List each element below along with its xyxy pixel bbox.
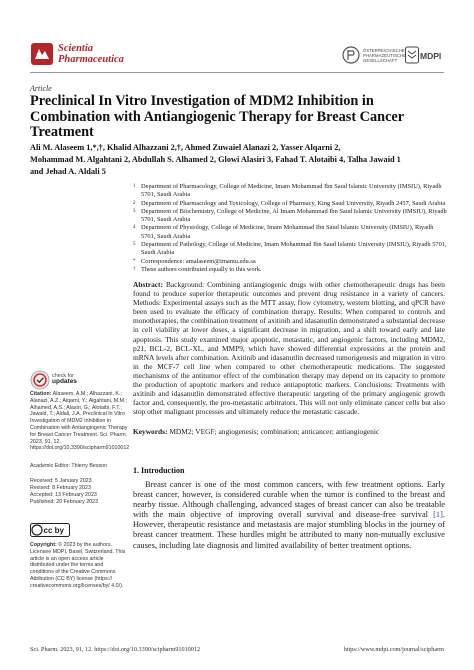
check-updates-icon [30,370,50,390]
affiliation-text: Department of Pharmacology and Toxicology, College of Pharmacy, King Saud University, Riyadh 2457, Saudi Arabia [141,199,446,207]
affiliation-mark: 2 [133,200,136,206]
check-for-updates-badge[interactable] [30,370,90,390]
copyright-label: Copyright: [30,542,57,548]
affiliation-mark: * [133,258,136,264]
author-line-3: and Jehad A. Aldali 5 [30,167,106,176]
cc-by-license-icon[interactable] [30,523,70,537]
affiliation-item [133,183,449,200]
academic-editor: Academic Editor: Thierry Besson [30,463,108,469]
abstract-label: Abstract: [133,280,163,289]
affiliation-mark: 4 [133,225,136,231]
journal-logo-icon [30,42,54,66]
section-heading-introduction: 1. Introduction [133,466,185,475]
society-logo-icon [342,45,360,65]
cc-label: cc by [43,526,64,535]
keywords [133,427,445,436]
mdpi-logo-icon [405,45,445,65]
header-divider [30,72,444,73]
affiliation-text: Department of Physiology, College of Medicine, Imam Mohammad Ibn Saud Islamic University (IMSIU), Riyadh 5701, Saudi Arabia [141,224,434,240]
copyright-block [30,542,128,590]
citation-text: Alaseem, A.M.; Alhazzani, K.; Alanazi, A.Z.; Alqarni, Y.; Algahtani, M.M.; Alhamed, A.S.; Alasiri, G.; Alotaibi, F.T.; Jawaid, T.; Aldali, J.A. Preclinical In Vitro Investigation of MDM2 Inhibition in Combination with Antiangiogenic Therapy for Breast Cancer Treatment. Sci. Pharm. 2023, 91, 12. https://doi.org/10.3390/scipharm91010012 [30,391,130,452]
affiliation-text: Department of Biochemistry, College of Medicine, Al Imam Mohammad Ibn Saud Islamic University (IMSIU), Riyadh 5701, Saudi Arabia [141,207,447,224]
copyright-text: © 2023 by the authors. Licensee MDPI, Basel, Switzerland. This article is an open access article distributed under the terms and conditions of the Creative Commons Attribution (CC BY) license (https:// creativecommons.org/licenses/by/ 4.0/). [30,542,126,589]
equal-contribution-text: These authors contributed equally to this work. [141,265,262,273]
check-updates-text [52,373,77,385]
footer-citation[interactable]: Sci. Pharm. 2023, 91, 12. https://doi.org/10.3390/scipharm91010012 [30,646,201,653]
affiliation-mark: † [133,266,136,272]
publisher-name: MDPI [420,51,442,61]
author-line-1: Ali M. Alaseem 1,*,†, Khalid Alhazzani 2,†, Ahmed Zuwaiel Alanazi 2, Yasser Alqarni 2, [30,143,341,152]
society-name-line1: ÖSTERREICHISCHE [363,48,405,53]
journal-name-line2: Pharmaceutica [58,54,124,65]
citation-block [30,391,128,452]
keywords-label: Keywords: [133,427,168,436]
introduction-text [133,480,445,551]
affiliation-item [133,241,449,258]
affiliation-mark: 5 [133,242,136,248]
page-footer [30,646,444,653]
correspondence-text[interactable]: Correspondence: amalaseem@imamu.edu.sa [141,257,256,265]
journal-name [58,43,178,65]
date-revised: Revised: 8 February 2023 [30,484,91,491]
article-type: Article [30,84,52,93]
journal-name-line1: Scientia [58,43,94,54]
abstract-text: Background: Combining antiangiogenic drugs with other chemotherapeutic drugs has been found to produce superior therapeutic outcomes and prevent drug resistance in a variety of cancers. Methods: Experimental assays such as the MTT assay, flow cytometry, western blotting, and qPCR have been used to evaluate the efficacy of combination therapy. Results: When compared to controls and monotherapies, the combination treatment of axitinib and idasanutlin demonstrated a substantial decrease in cell viability at lower doses, a significant decrease in migration, and a shift toward early and late apoptosis. This study examined major apoptotic, metastatic, and angiogenic factors, including MDM2, p21, BCL-2, BCL-XL, and MMP9, which have showed differential expressions at the protein and mRNA levels after combination. Axitinib and idasanutlin decreased tumorigenesis and migration in vitro in the MCF-7 cell line when compared to other chemotherapeutic medications. The suggested mechanisms of the antitumor effect of the combination therapy may depend on its capacity to promote the production of apoptotic markers and reduce antiapoptotic markers. Conclusions: Treatments with axitinib and idasanutlin demonstrated effective therapeutic targeting of the primary angiogenic growth factor and, consequently, the pro-metastatic arbitrators. This will not only eliminate cancer cells but also stop other malignant processes and ultimately reduce the metastatic cascade. [133,280,445,417]
introduction-paragraph-end: . However, therapeutic resistance and metastasis are major stumbling blocks in the journey of breast cancer treatment. These hurdles might be attributed to many non-mutually exclusive causes, including late diagnosis and limited availability of better treatment options. [133,510,445,550]
affiliation-text: Department of Pathology, College of Medicine, Imam Mohammad Ibn Saud Islamic University (IMSIU), Riyadh 5701, Saudi Arabia [141,241,447,257]
abstract [133,280,445,416]
affiliation-item [133,224,449,241]
author-list [30,142,450,178]
author-line-2: Mohammad M. Algahtani 2, Abdullah S. Alhamed 2, Glowi Alasiri 3, Fahad T. Alotaibi 4, Talha Jawaid 1 [30,155,401,164]
citation-link[interactable]: [1] [433,510,443,520]
article-title: Preclinical In Vitro Investigation of MDM2 Inhibition in Combination with Antiangiogenic Therapy for Breast Cancer Treatment [30,93,404,141]
footer-journal-url[interactable]: https://www.mdpi.com/journal/scipharm [343,646,444,653]
equal-contribution-note [133,266,449,274]
citation-label: Citation: [30,391,52,397]
correspondence [133,258,449,266]
date-accepted: Accepted: 13 February 2023 [30,491,97,498]
affiliation-mark: 1 [133,184,136,189]
keywords-text: MDM2; VEGF; angiogenesis; combination; anticancer; antiangiogenic [169,427,380,436]
date-received: Received: 5 January 2023 [30,478,92,484]
check-updates-line1: check for [52,373,74,379]
affiliation-item [133,200,449,208]
affiliation-text: Department of Pharmacology, College of Medicine, Imam Mohammad Ibn Saud Islamic University (IMSIU), Riyadh 5701, Saudi Arabia [141,183,442,199]
society-name-line3: GESELLSCHAFT [363,58,398,64]
check-updates-line2: updates [52,378,77,385]
affiliations [133,183,449,274]
society-name-line2: PHARMAZEUTISCHE [363,53,407,59]
page-header [0,0,474,80]
date-published: Published: 20 February 2023 [30,498,99,505]
affiliation-mark: 3 [133,208,136,214]
affiliation-item [133,208,449,225]
introduction-paragraph: Breast cancer is one of the most common cancers, with few treatment options. Early breast cancer, however, is considered curable when the tumor is confined to the breast and nearby tissue. Although challenging, advanced stages of breast cancer can also be treatable with the main objective of improving overall survival and disease-free survival [133,480,445,520]
publication-dates [30,478,128,506]
